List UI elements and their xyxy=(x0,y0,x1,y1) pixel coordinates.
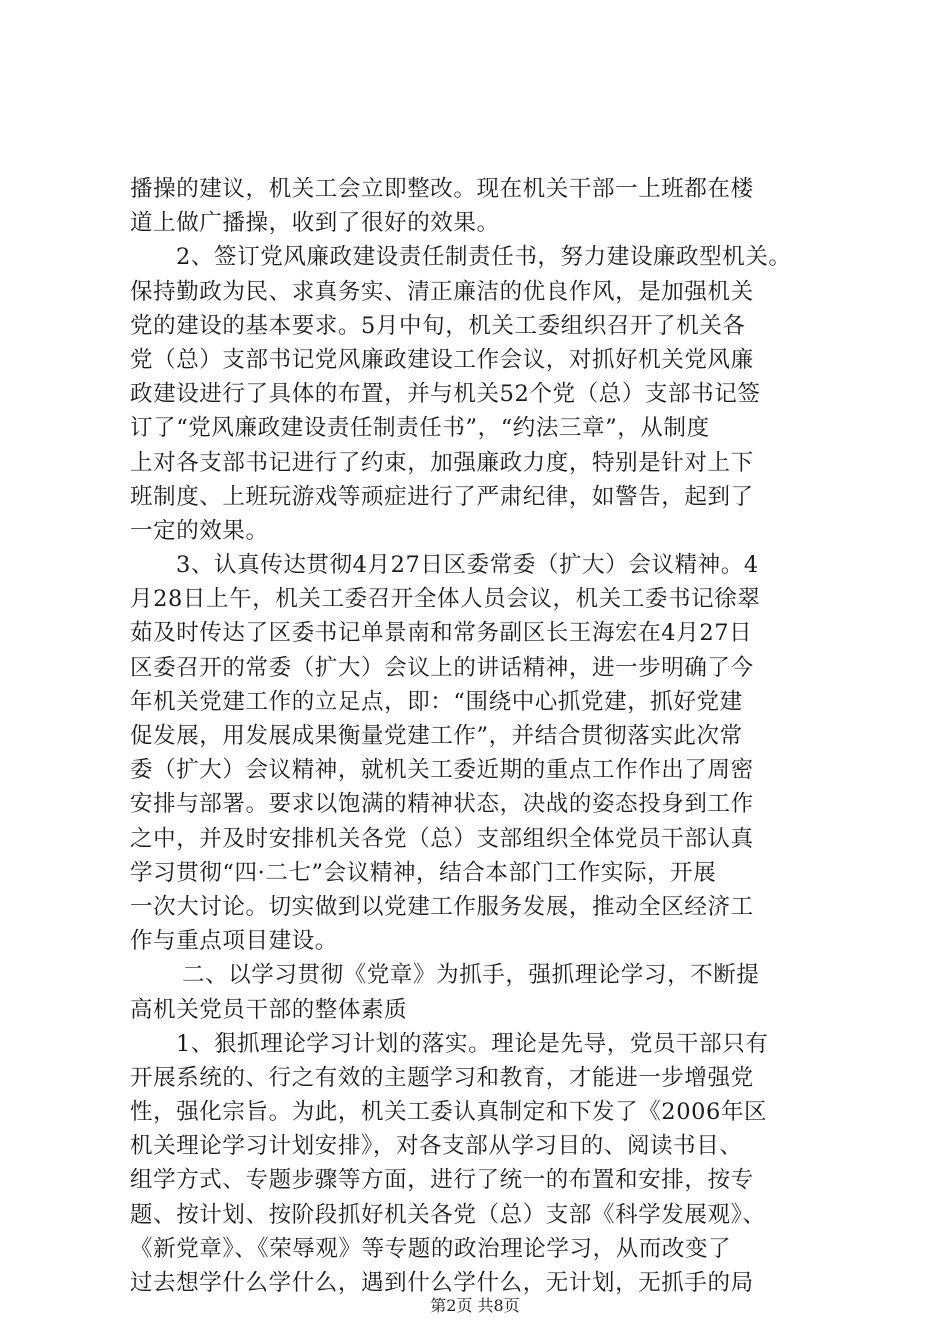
page-number-footer: 第2页 共8页 xyxy=(430,1296,520,1315)
text-line: 道上做广播操，收到了很好的效果。 xyxy=(130,210,500,237)
text-line: 保持勤政为民、求真务实、清正廉洁的优良作风，是加强机关 xyxy=(130,278,754,305)
text-line: 作与重点项目建设。 xyxy=(130,928,338,955)
text-line: 委（扩大）会议精神，就机关工委近期的重点工作作出了周密 xyxy=(130,757,754,784)
paragraph-start-line: 3、认真传达贯彻4月27日区委常委（扩大）会议精神。4 xyxy=(176,552,759,579)
text-line: 茹及时传达了区委书记单景南和常务副区长王海宏在4月27日 xyxy=(130,620,753,647)
text-line: 《新党章》、《荣辱观》等专题的政治理论学习，从而改变了 xyxy=(130,1235,732,1262)
text-line: 性，强化宗旨。为此，机关工委认真制定和下发了《2006年区 xyxy=(130,1099,768,1126)
body-text xyxy=(130,172,830,1300)
text-line: 班制度、上班玩游戏等顽症进行了严肃纪律，如警告，起到了 xyxy=(130,483,754,510)
paragraph-start-line: 1、狠抓理论学习计划的落实。理论是先导，党员干部只有 xyxy=(176,1030,769,1057)
text-line: 党（总）支部书记党风廉政建设工作会议，对抓好机关党风廉 xyxy=(130,346,754,373)
text-line: 区委召开的常委（扩大）会议上的讲话精神，进一步明确了今 xyxy=(130,654,754,681)
text-line: 党的建设的基本要求。5月中旬，机关工委组织召开了机关各 xyxy=(130,312,746,339)
section-heading-line: 高机关党员干部的整体素质 xyxy=(130,996,408,1023)
text-line: 年机关党建工作的立足点，即：“围绕中心抓党建，抓好党建 xyxy=(130,688,743,715)
section-heading-line: 二、以学习贯彻《党章》为抓手，强抓理论学习，不断提 xyxy=(182,962,760,989)
text-line: 一次大讨论。切实做到以党建工作服务发展，推动全区经济工 xyxy=(130,893,754,920)
text-line: 订了“党风廉政建设责任制责任书”，“约法三章”，从制度 xyxy=(130,415,710,442)
text-line: 上对各支部书记进行了约束，加强廉政力度，特别是针对上下 xyxy=(130,449,754,476)
text-line: 过去想学什么学什么，遇到什么学什么，无计划，无抓手的局 xyxy=(130,1270,754,1296)
text-line: 一定的效果。 xyxy=(130,517,269,544)
text-line: 机关理论学习计划安排》，对各支部从学习目的、阅读书目、 xyxy=(130,1133,743,1160)
text-line: 播操的建议，机关工会立即整改。现在机关干部一上班都在楼 xyxy=(130,176,754,202)
text-line: 组学方式、专题步骤等方面，进行了统一的布置和安排，按专 xyxy=(130,1167,754,1194)
text-line: 政建设进行了具体的布置，并与机关52个党（总）支部书记签 xyxy=(130,381,761,408)
text-line: 开展系统的、行之有效的主题学习和教育，才能进一步增强党 xyxy=(130,1064,754,1091)
text-line: 促发展，用发展成果衡量党建工作”，并结合贯彻落实此次常 xyxy=(130,723,743,749)
paragraph-start-line: 2、签订党风廉政建设责任制责任书，努力建设廉政型机关。 xyxy=(176,244,792,271)
text-line: 安排与部署。要求以饱满的精神状态，决战的姿态投身到工作 xyxy=(130,791,754,818)
text-line: 学习贯彻“四·二七”会议精神，结合本部门工作实际，开展 xyxy=(130,859,717,886)
text-line: 之中，并及时安排机关各党（总）支部组织全体党员干部认真 xyxy=(130,825,754,852)
text-line: 题、按计划、按阶段抓好机关各党（总）支部《科学发展观》、 xyxy=(130,1201,766,1228)
text-line: 月28日上午，机关工委召开全体人员会议，机关工委书记徐翠 xyxy=(130,586,761,613)
